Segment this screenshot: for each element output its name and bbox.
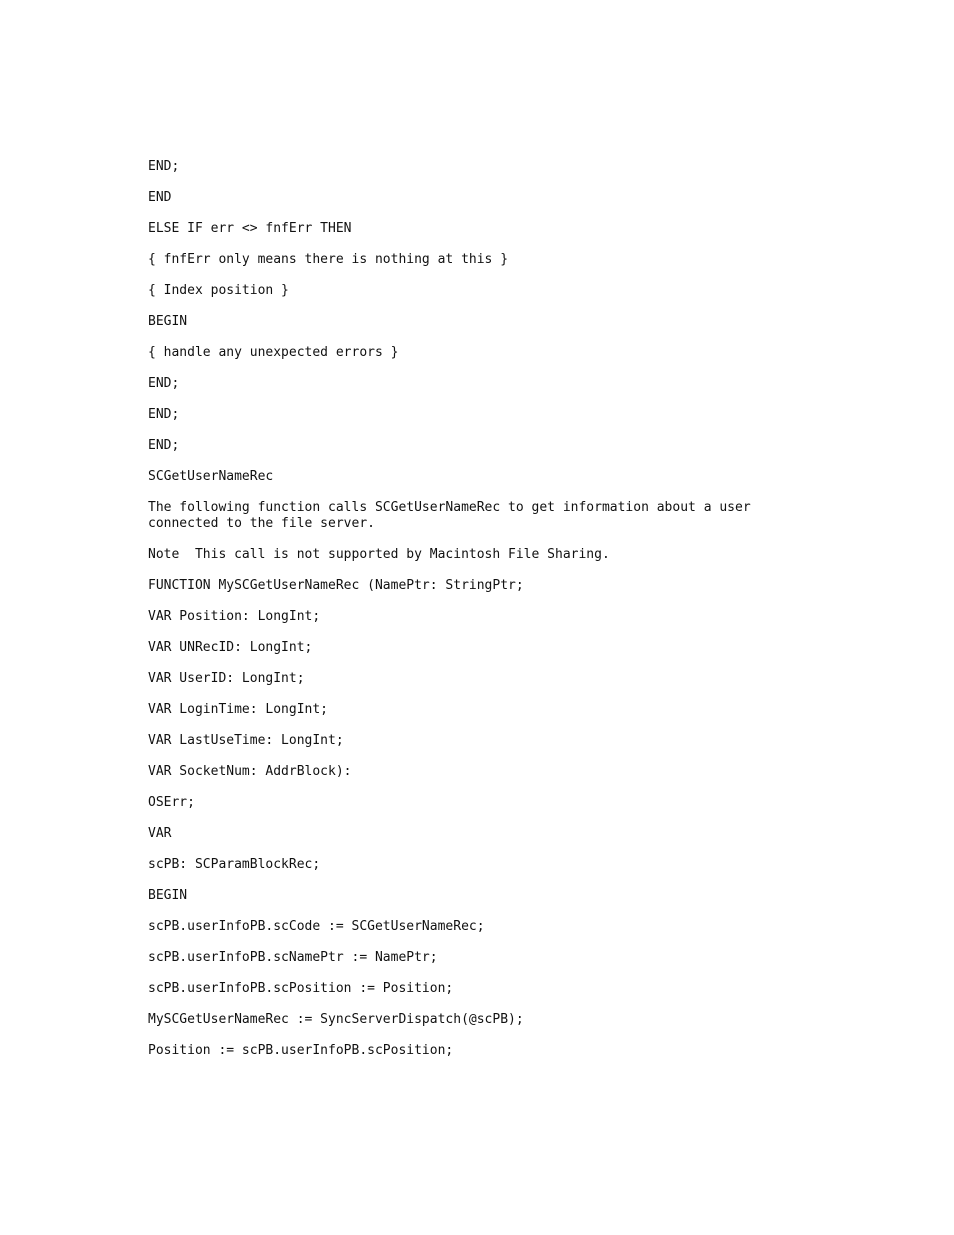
code-line: END; bbox=[148, 407, 180, 422]
section-heading: SCGetUserNameRec bbox=[148, 469, 274, 484]
code-comment: { handle any unexpected errors } bbox=[148, 345, 399, 360]
code-line: END; bbox=[148, 438, 180, 453]
code-line: VAR bbox=[148, 825, 172, 841]
code-line: END; bbox=[148, 376, 180, 391]
note-paragraph: Note This call is not supported by Macintosh File Sharing. bbox=[148, 546, 610, 562]
description-paragraph: The following function calls SCGetUserNameRec to get information about a user connected to the file server. bbox=[148, 500, 759, 531]
code-line: ELSE IF err <> fnfErr THEN bbox=[148, 221, 352, 236]
code-line: FUNCTION MySCGetUserNameRec (NamePtr: StringPtr; bbox=[148, 577, 524, 593]
code-line: END; bbox=[148, 159, 180, 174]
code-line: scPB.userInfoPB.scPosition := Position; bbox=[148, 980, 454, 996]
code-line: VAR Position: LongInt; bbox=[148, 608, 321, 624]
code-line: scPB.userInfoPB.scNamePtr := NamePtr; bbox=[148, 949, 438, 965]
code-line: VAR LastUseTime: LongInt; bbox=[148, 732, 344, 748]
code-listing bbox=[148, 159, 828, 1074]
code-line: VAR SocketNum: AddrBlock): bbox=[148, 763, 352, 779]
code-line: scPB.userInfoPB.scCode := SCGetUserNameRec; bbox=[148, 918, 485, 934]
code-line: BEGIN bbox=[148, 887, 188, 903]
code-line: BEGIN bbox=[148, 314, 188, 329]
code-line: VAR UNRecID: LongInt; bbox=[148, 639, 313, 655]
code-line: scPB: SCParamBlockRec; bbox=[148, 856, 321, 872]
code-line: OSErr; bbox=[148, 794, 195, 810]
code-line: END bbox=[148, 190, 172, 205]
code-line: MySCGetUserNameRec := SyncServerDispatch(@scPB); bbox=[148, 1011, 524, 1027]
code-comment: { Index position } bbox=[148, 283, 289, 298]
code-line: VAR LoginTime: LongInt; bbox=[148, 701, 329, 717]
code-comment: { fnfErr only means there is nothing at this } bbox=[148, 252, 509, 267]
code-line: Position := scPB.userInfoPB.scPosition; bbox=[148, 1042, 454, 1058]
code-line: VAR UserID: LongInt; bbox=[148, 670, 305, 686]
